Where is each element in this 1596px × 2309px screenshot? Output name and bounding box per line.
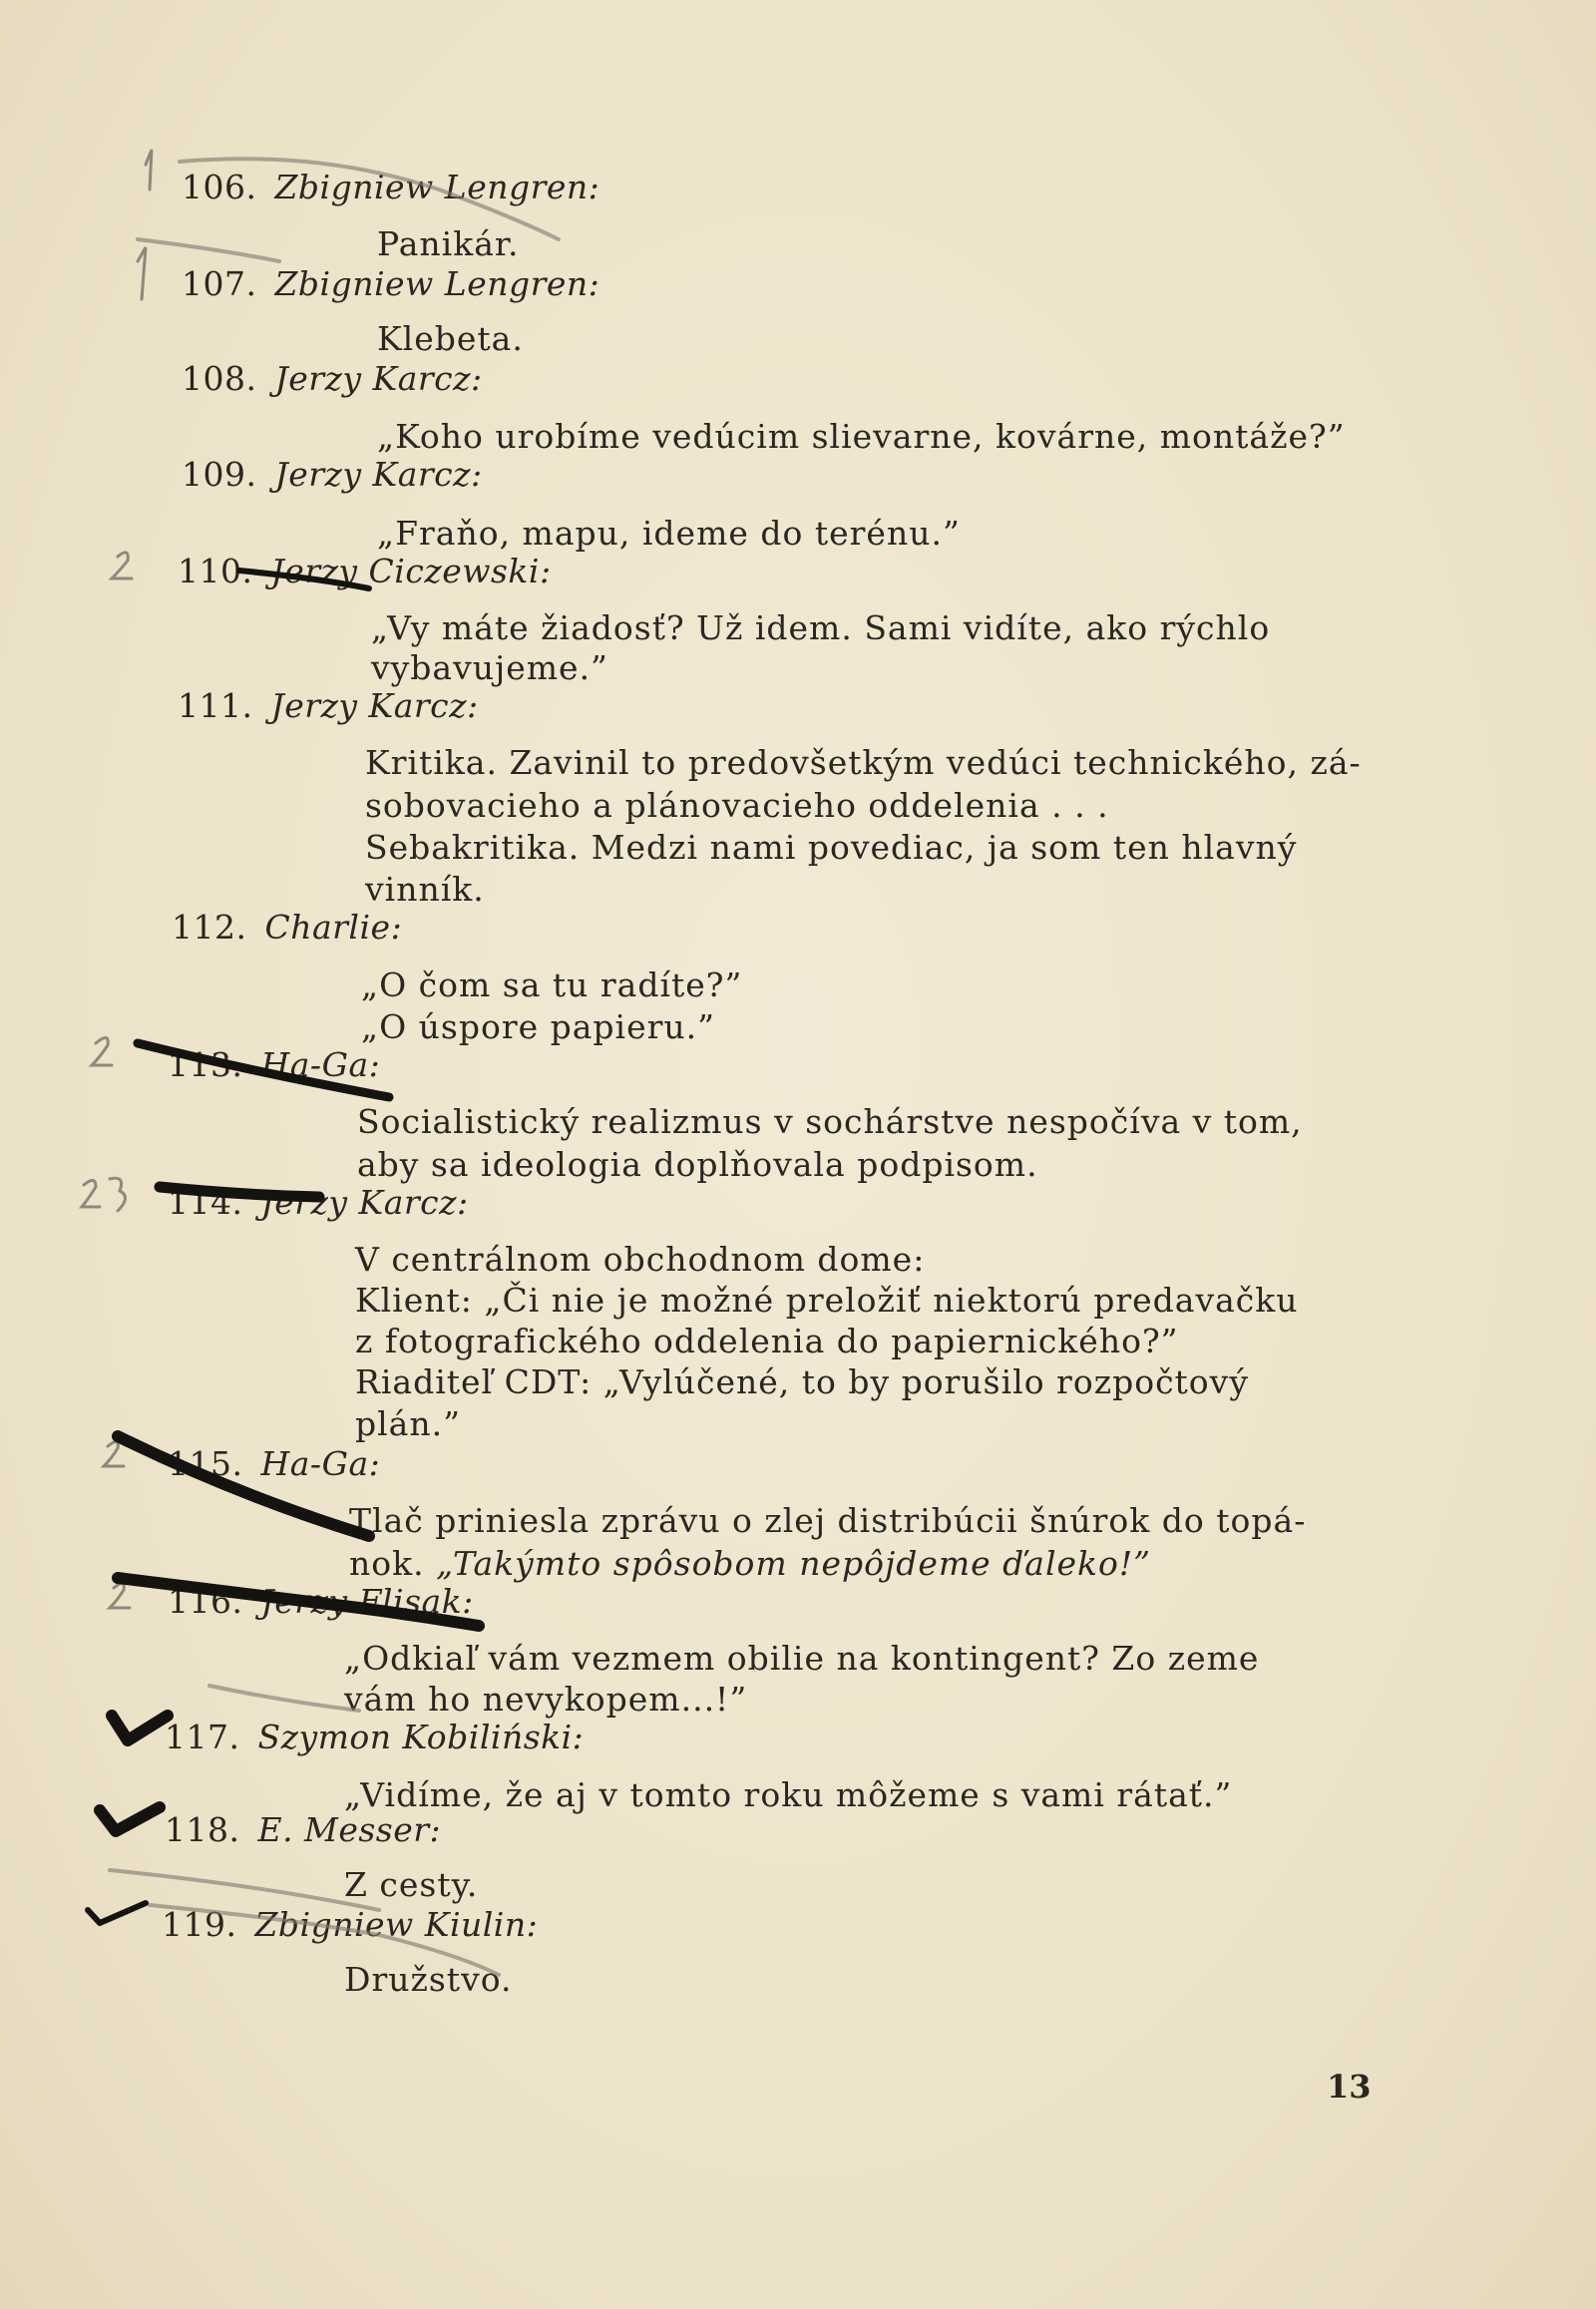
entry-text: V centrálnom obchodnom dome: [355, 1240, 926, 1279]
entry-author: Charlie: [264, 908, 403, 947]
entry-text: Tlač priniesla zprávu o zlej distribúcii šnúrok do topá- [349, 1501, 1307, 1540]
entry-number: 116. [168, 1582, 243, 1621]
entry-author: Jerzy Karcz: [270, 686, 479, 725]
strike-marker-110 [239, 571, 369, 588]
entry-text: z fotografického oddelenia do papiernického?” [355, 1322, 1179, 1360]
entry-text: Z cesty. [344, 1865, 479, 1904]
margin-mark-1b [138, 247, 146, 299]
entry-text: aby sa ideologia doplňovala podpisom. [357, 1145, 1038, 1184]
entry-number: 115. [168, 1444, 243, 1483]
entry-text: Klebeta. [377, 319, 524, 358]
strike-marker-115 [118, 1436, 369, 1536]
entry-number: 113. [168, 1045, 243, 1084]
entry-author: Jerzy Karcz: [274, 455, 483, 494]
entry-number: 108. [182, 359, 257, 398]
entry-number: 114. [168, 1183, 243, 1222]
entry-text: nok. [349, 1544, 437, 1583]
entry-author: Ha-Ga: [260, 1444, 381, 1483]
strike-marker-113 [138, 1043, 389, 1097]
margin-mark-23 [82, 1178, 126, 1211]
entry-text: „O čom sa tu radíte?” [361, 965, 743, 1004]
entry-number: 106. [182, 168, 257, 206]
entry-text: „Fraňo, mapu, ideme do terénu.” [377, 514, 961, 553]
entry-author: Jerzy Flisak: [260, 1582, 474, 1621]
strike-marker-114 [160, 1187, 319, 1197]
entry-author: Zbigniew Lengren: [274, 168, 600, 206]
entry-text: Kritika. Zavinil to predovšetkým vedúci technického, zá- [365, 743, 1362, 782]
entry-text: vybavujeme.” [371, 648, 608, 687]
margin-mark-2c [104, 1441, 124, 1466]
strike-pencil-119 [150, 1905, 499, 1975]
margin-mark-1 [146, 150, 152, 190]
entry-author: Jerzy Ciczewski: [270, 552, 552, 590]
strike-pencil-106 [180, 159, 559, 239]
entry-number: 117. [165, 1718, 240, 1756]
entry-text: Panikár. [377, 224, 520, 263]
checkmark-119 [88, 1903, 146, 1923]
entry-number: 109. [182, 455, 257, 494]
entry-text: sobovacieho a plánovacieho oddelenia . . . [365, 786, 1109, 825]
margin-mark-2d [110, 1583, 130, 1608]
entry-author: Zbigniew Kiulin: [254, 1905, 539, 1944]
entry-text: Sebakritika. Medzi nami povediac, ja som ten hlavný [365, 828, 1298, 867]
entry-text: Klient: „Či nie je možné preložiť niektorú predavačku [355, 1281, 1299, 1320]
entry-italic-quote: „Takýmto spôsobom nepôjdeme ďaleko!” [436, 1544, 1152, 1583]
strike-marker-116 [118, 1578, 479, 1626]
entry-number: 119. [162, 1905, 237, 1944]
entry-number: 110. [178, 552, 253, 590]
margin-mark-2 [112, 553, 132, 578]
strike-pencil-107 [138, 239, 279, 261]
entry-text: vinník. [365, 870, 485, 909]
margin-mark-2b [92, 1037, 112, 1065]
entry-text: Družstvo. [344, 1960, 513, 1999]
checkmark-117 [112, 1716, 168, 1740]
entry-author: Szymon Kobiliński: [257, 1718, 585, 1756]
entry-number: 111. [178, 686, 253, 725]
entry-text: Socialistický realizmus v sochárstve nespočíva v tom, [357, 1102, 1303, 1141]
entry-text: Riaditeľ CDT: „Vylúčené, to by porušilo rozpočtový [355, 1362, 1249, 1401]
entry-text: „Vidíme, že aj v tomto roku môžeme s vami rátať.” [344, 1775, 1233, 1814]
entry-author: Ha-Ga: [260, 1045, 381, 1084]
entry-number: 118. [165, 1810, 240, 1849]
strike-pencil-116 [209, 1686, 359, 1711]
page-number: 13 [1327, 2068, 1372, 2106]
entry-author: Jerzy Karcz: [274, 359, 483, 398]
checkmark-118 [100, 1807, 160, 1831]
entry-author: E. Messer: [257, 1810, 442, 1849]
entry-author: Jerzy Karcz: [260, 1183, 469, 1222]
entry-text: „O úspore papieru.” [361, 1007, 716, 1046]
entry-number: 107. [182, 264, 257, 303]
entry-text: plán.” [355, 1404, 461, 1443]
entry-text: „Odkiaľ vám vezmem obilie na kontingent? Zo zeme [344, 1639, 1260, 1678]
entry-text: vám ho nevykopem...!” [344, 1680, 748, 1719]
entry-text: „Vy máte žiadosť? Už idem. Sami vidíte, ako rýchlo [371, 608, 1271, 647]
entry-text: „Koho urobíme vedúcim slievarne, kovárne, montáže?” [377, 417, 1346, 456]
entry-number: 112. [172, 908, 247, 947]
entry-author: Zbigniew Lengren: [274, 264, 600, 303]
